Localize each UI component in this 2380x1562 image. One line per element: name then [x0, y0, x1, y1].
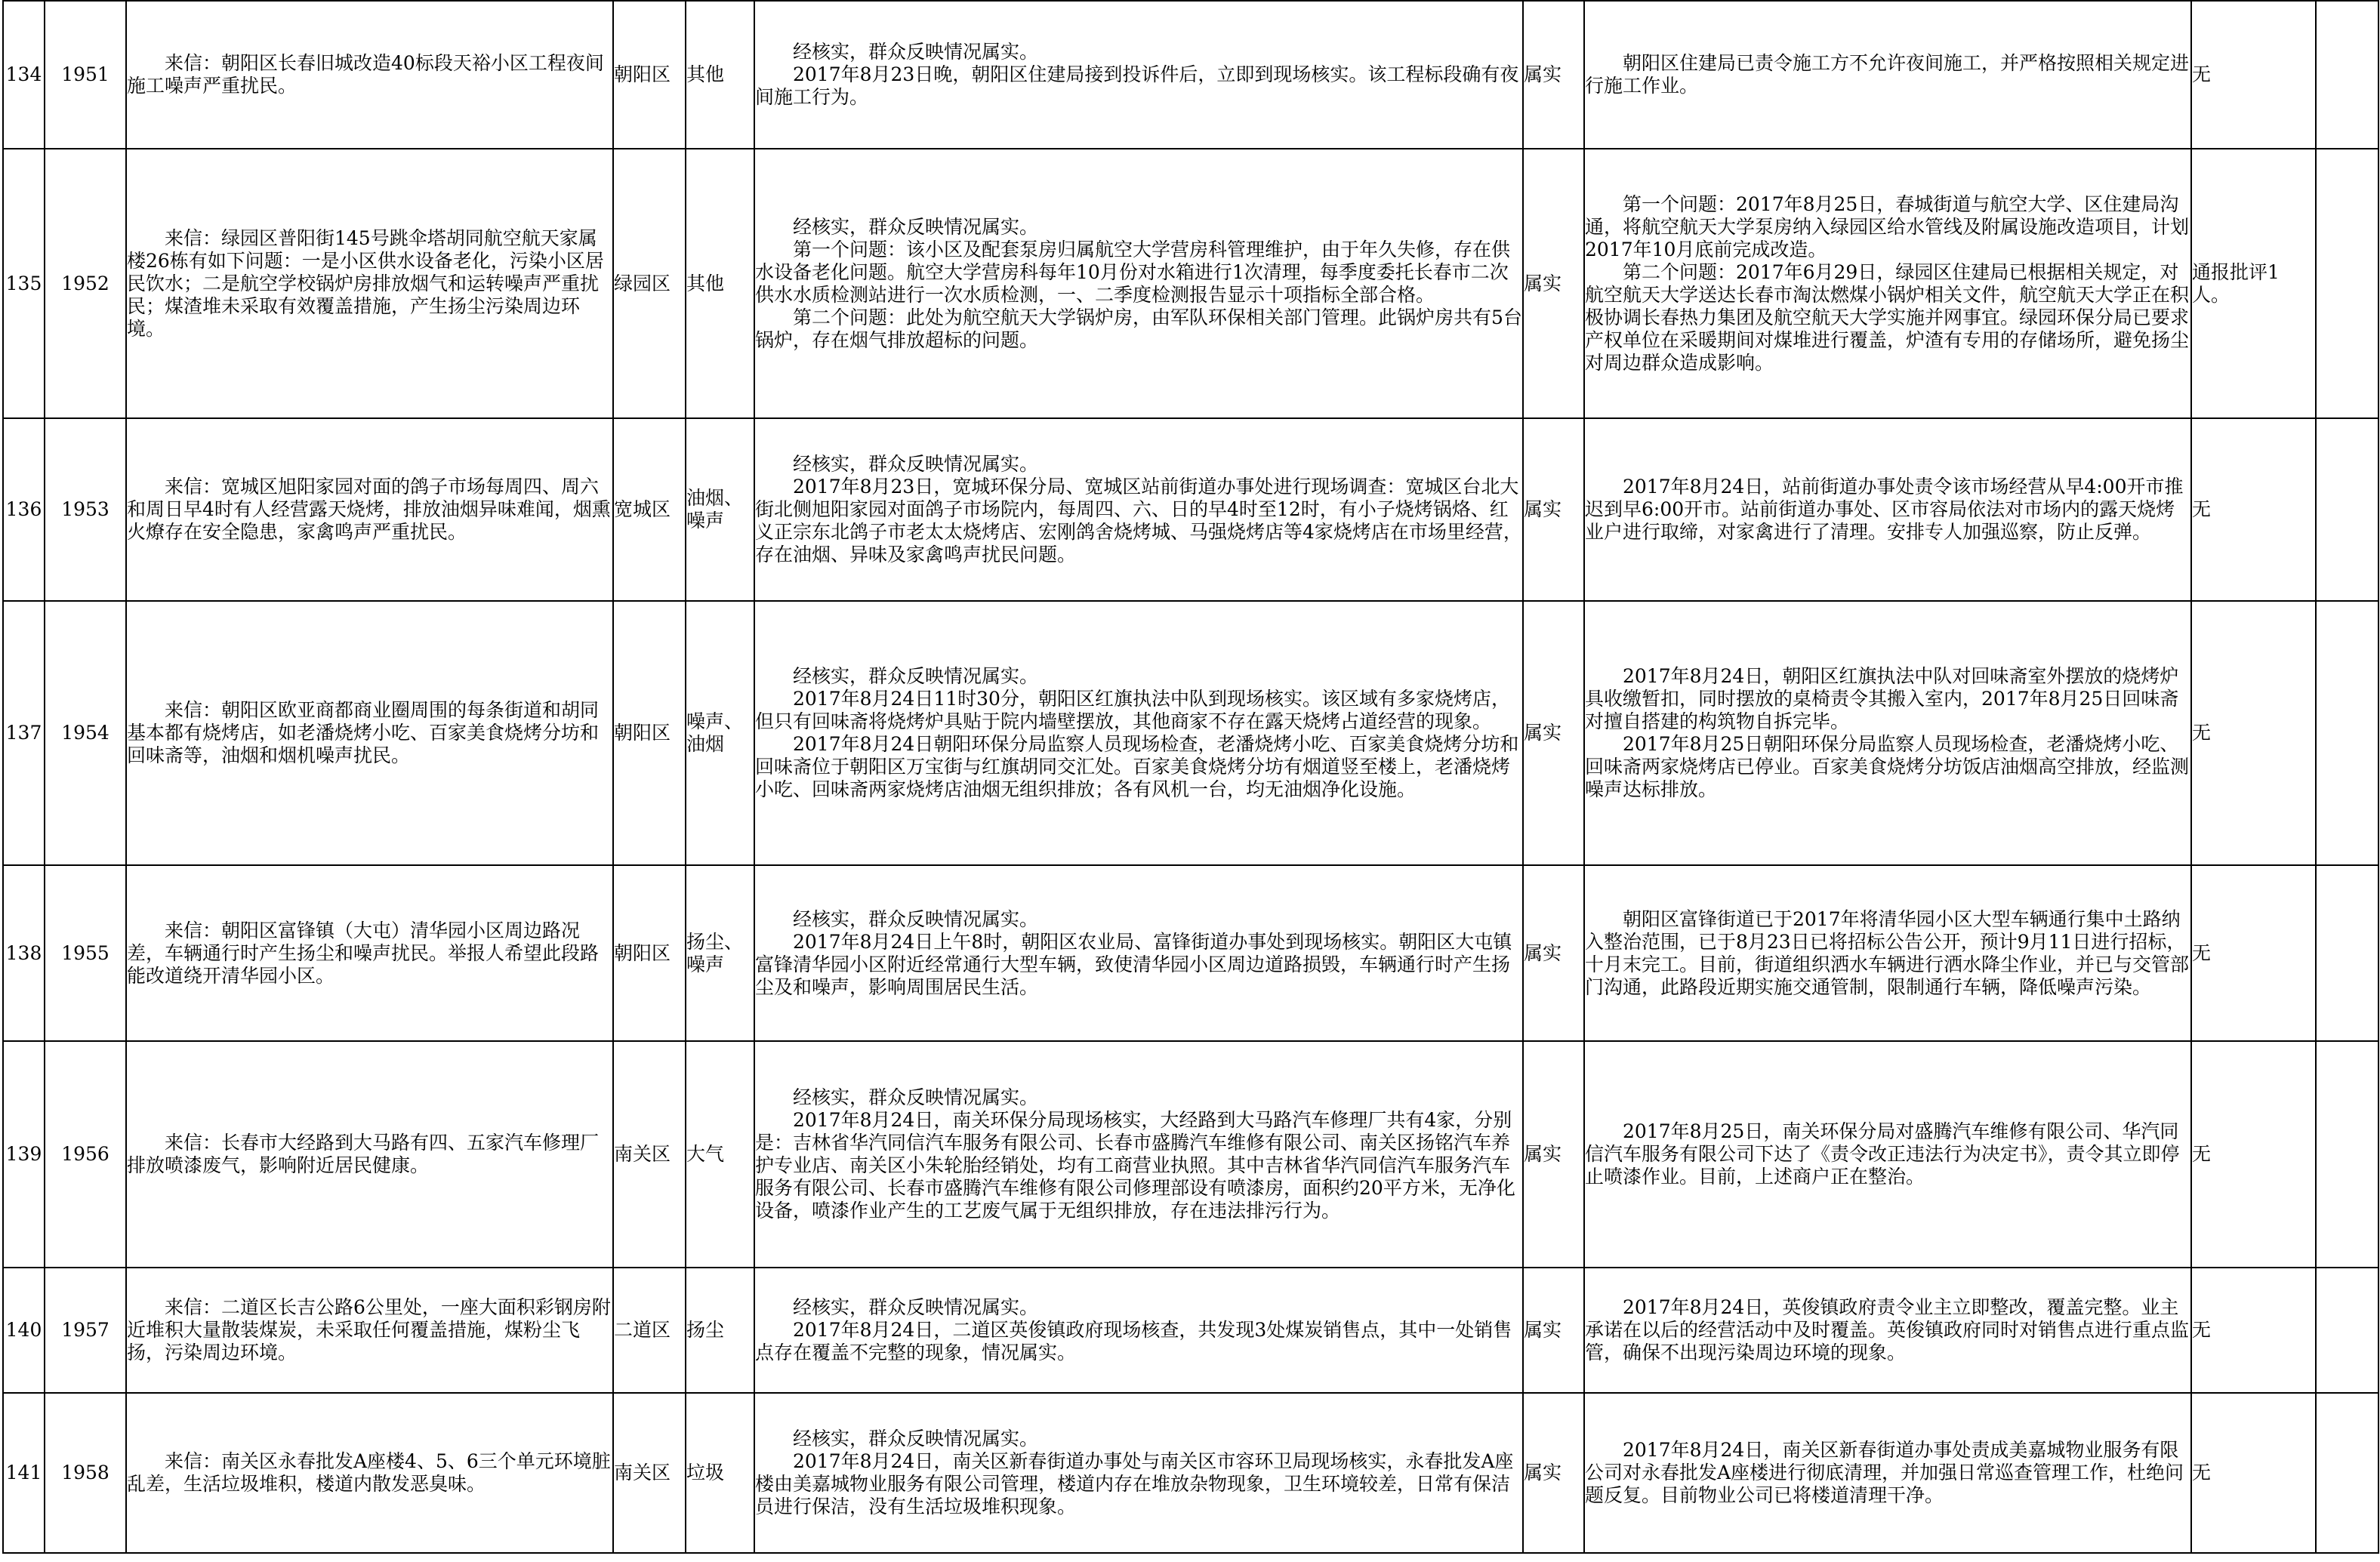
pollution-type: 噪声、油烟 — [686, 710, 744, 755]
verification-paragraph: 第二个问题：此处为航空航天大学锅炉房，由军队环保相关部门管理。此锅炉房共有5台锅炉，存在烟气排放超标的问题。 — [755, 306, 1522, 351]
verification-paragraph: 2017年8月24日11时30分，朝阳区红旗执法中队到现场核实。该区域有多家烧烤店，但只有回味斋将烧烤炉具贴于院内墙壁摆放，其他商家不存在露天烧烤占道经营的现象。 — [755, 688, 1510, 732]
verification-cell — [754, 418, 1523, 601]
pollution-type: 其他 — [686, 272, 725, 294]
district: 朝阳区 — [614, 941, 671, 964]
verification-cell — [754, 1041, 1523, 1268]
pollution-type-cell — [686, 601, 754, 865]
case-code: 1953 — [61, 498, 109, 520]
accountability-cell — [2191, 601, 2316, 865]
district: 南关区 — [614, 1462, 671, 1483]
handling-cell — [1584, 1, 2191, 149]
district-cell — [613, 149, 686, 418]
pollution-type-cell — [686, 418, 754, 601]
case-code: 1951 — [61, 63, 109, 85]
accountability: 无 — [2192, 941, 2212, 964]
row-number: 134 — [5, 63, 42, 85]
verification-cell — [754, 1393, 1523, 1553]
district-cell — [613, 865, 686, 1041]
pollution-type-cell — [686, 865, 754, 1041]
row-number-cell — [3, 601, 45, 865]
pollution-type-cell — [686, 1393, 754, 1553]
verification-cell — [754, 865, 1523, 1041]
verification-result-cell — [1523, 149, 1584, 418]
handling-paragraph: 2017年8月24日，英俊镇政府责令业主立即整改，覆盖完整。业主承诺在以后的经营活动中及时覆盖。英俊镇政府同时对销售点进行重点监管，确保不出现污染周边环境的现象。 — [1585, 1296, 2190, 1363]
district: 宽城区 — [614, 498, 671, 520]
handling-cell — [1584, 1393, 2191, 1553]
district-cell — [613, 418, 686, 601]
handling-cell — [1584, 865, 2191, 1041]
case-code: 1958 — [61, 1462, 109, 1483]
empty-cell — [2316, 601, 2378, 865]
verification-paragraph: 第一个问题：该小区及配套泵房归属航空大学营房科管理维护，由于年久失修，存在供水设备老化问题。航空大学营房科每年10月份对水箱进行1次清理，每季度委托长春市二次供水水质检测站进行一次水质检测，一、二季度检测报告显示十项指标全部合格。 — [755, 238, 1511, 306]
row-number: 137 — [5, 722, 42, 744]
complaint-letter-cell — [126, 601, 613, 865]
row-number-cell — [3, 865, 45, 1041]
complaint-letter-cell — [126, 1268, 613, 1393]
verification-paragraph: 2017年8月24日，二道区英俊镇政府现场核查，共发现3处煤炭销售点，其中一处销售点存在覆盖不完整的现象，情况属实。 — [755, 1319, 1512, 1363]
complaint-letter: 来信：南关区永春批发A座楼4、5、6三个单元环境脏乱差，生活垃圾堆积，楼道内散发恶臭味。 — [127, 1450, 611, 1495]
accountability: 无 — [2192, 1143, 2212, 1165]
table-row — [3, 149, 2378, 418]
complaint-letter: 来信：绿园区普阳街145号跳伞塔胡同航空航天家属楼26栋有如下问题：一是小区供水设备老化，污染小区居民饮水；二是航空学校锅炉房排放烟气和运转噪声严重扰民；煤渣堆未采取有效覆盖措施，产生扬尘污染周边环境。 — [127, 226, 604, 340]
table-row — [3, 865, 2378, 1041]
district: 二道区 — [614, 1319, 671, 1341]
verification-cell — [754, 149, 1523, 418]
complaint-letter: 来信：宽城区旭阳家园对面的鸽子市场每周四、周六和周日早4时有人经营露天烧烤，排放油烟异味难闻，烟熏火燎存在安全隐患，家禽鸣声严重扰民。 — [127, 476, 611, 543]
complaint-letter-cell — [126, 1, 613, 149]
case-code-cell — [45, 1268, 126, 1393]
accountability-cell — [2191, 1393, 2316, 1553]
handling-paragraph: 朝阳区住建局已责令施工方不允许夜间施工，并严格按照相关规定进行施工作业。 — [1585, 52, 2190, 97]
handling-cell — [1584, 601, 2191, 865]
row-number: 135 — [5, 272, 42, 294]
pollution-type: 垃圾 — [686, 1462, 725, 1483]
table-row — [3, 1041, 2378, 1268]
empty-cell — [2316, 418, 2378, 601]
pollution-type: 其他 — [686, 63, 725, 85]
case-code: 1955 — [61, 941, 109, 964]
accountability-cell — [2191, 1, 2316, 149]
case-code-cell — [45, 865, 126, 1041]
row-number-cell — [3, 149, 45, 418]
verification-paragraph: 2017年8月24日朝阳环保分局监察人员现场检查，老潘烧烤小吃、百家美食烧烤分坊和回味斋位于朝阳区万宝街与红旗胡同交汇处。百家美食烧烤分坊有烟道竖至楼上，老潘烧烤小吃、回味斋两家烧烤店油烟无组织排放；各有风机一台，均无油烟净化设施。 — [755, 733, 1519, 800]
complaint-letter: 来信：朝阳区长春旧城改造40标段天裕小区工程夜间施工噪声严重扰民。 — [127, 52, 604, 97]
verification-result-cell — [1523, 1393, 1584, 1553]
pollution-type: 扬尘、噪声 — [686, 930, 744, 975]
verification-result-cell — [1523, 601, 1584, 865]
pollution-type: 扬尘 — [686, 1319, 725, 1341]
empty-cell — [2316, 1, 2378, 149]
table-body — [3, 1, 2378, 1553]
case-code-cell — [45, 1041, 126, 1268]
accountability: 无 — [2192, 722, 2212, 744]
row-number-cell — [3, 1393, 45, 1553]
verification-result: 属实 — [1524, 722, 1562, 744]
verification-result-cell — [1523, 865, 1584, 1041]
case-code-cell — [45, 149, 126, 418]
handling-cell — [1584, 1041, 2191, 1268]
empty-cell — [2316, 149, 2378, 418]
handling-paragraph: 2017年8月25日朝阳环保分局监察人员现场检查，老潘烧烤小吃、回味斋两家烧烤店已停业。百家美食烧烤分坊饭店油烟高空排放，经监测噪声达标排放。 — [1585, 733, 2190, 800]
complaint-letter: 来信：朝阳区富锋镇（大屯）清华园小区周边路况差，车辆通行时产生扬尘和噪声扰民。举报人希望此段路能改道绕开清华园小区。 — [127, 919, 600, 987]
verification-paragraph: 2017年8月24日，南关区新春街道办事处与南关区市容环卫局现场核实，永春批发A座楼由美嘉城物业服务有限公司管理，楼道内存在堆放杂物现象，卫生环境较差，日常有保洁员进行保洁，没有生活垃圾堆积现象。 — [755, 1450, 1514, 1517]
verification-paragraph: 经核实，群众反映情况属实。 — [793, 907, 1039, 930]
pollution-type: 油烟、噪声 — [686, 487, 744, 531]
district-cell — [613, 1041, 686, 1268]
accountability-cell — [2191, 1268, 2316, 1393]
pollution-type-cell — [686, 149, 754, 418]
row-number-cell — [3, 1268, 45, 1393]
verification-paragraph: 经核实，群众反映情况属实。 — [793, 1428, 1039, 1450]
empty-cell — [2316, 1041, 2378, 1268]
empty-cell — [2316, 1268, 2378, 1393]
accountability-cell — [2191, 1041, 2316, 1268]
district-cell — [613, 601, 686, 865]
pollution-type-cell — [686, 1041, 754, 1268]
table-row — [3, 1, 2378, 149]
complaint-letter-cell — [126, 1393, 613, 1553]
verification-result-cell — [1523, 1041, 1584, 1268]
verification-paragraph: 经核实，群众反映情况属实。 — [793, 1086, 1039, 1108]
accountability-cell — [2191, 418, 2316, 601]
pollution-type-cell — [686, 1268, 754, 1393]
verification-paragraph: 2017年8月24日，南关环保分局现场核实，大经路到大马路汽车修理厂共有4家，分别是：吉林省华汽同信汽车服务有限公司、长春市盛腾汽车维修有限公司、南关区扬铭汽车养护专业店、南关区小朱轮胎经销处，均有工商营业执照。其中吉林省华汽同信汽车服务汽车服务有限公司、长春市盛腾汽车维修有限公司修理部设有喷漆房，面积约20平方米，无净化设备，喷漆作业产生的工艺废气属于无组织排放，存在违法排污行为。 — [755, 1109, 1515, 1222]
case-code-cell — [45, 1, 126, 149]
empty-cell — [2316, 1393, 2378, 1553]
row-number: 141 — [5, 1462, 42, 1483]
district: 朝阳区 — [614, 63, 671, 85]
accountability: 无 — [2192, 1462, 2212, 1483]
table-row — [3, 1393, 2378, 1553]
verification-result: 属实 — [1524, 941, 1562, 964]
verification-paragraph: 经核实，群众反映情况属实。 — [793, 41, 1039, 63]
accountability-cell — [2191, 149, 2316, 418]
complaint-table — [2, 0, 2379, 1554]
handling-paragraph: 第一个问题：2017年8月25日，春城街道与航空大学、区住建局沟通，将航空航天大学泵房纳入绿园区给水管线及附属设施改造项目，计划2017年10月底前完成改造。 — [1585, 193, 2190, 260]
complaint-letter-cell — [126, 1041, 613, 1268]
handling-paragraph: 2017年8月24日，站前街道办事处责令该市场经营从早4:00开市推迟到早6:00开市。站前街道办事处、区市容局依法对市场内的露天烧烤业户进行取缔，对家禽进行了清理。安排专人加强巡察，防止反弹。 — [1585, 476, 2184, 543]
case-code-cell — [45, 601, 126, 865]
handling-paragraph: 2017年8月25日，南关环保分局对盛腾汽车维修有限公司、华汽同信汽车服务有限公司下达了《责令改正违法行为决定书》，责令其立即停止喷漆作业。目前，上述商户正在整治。 — [1585, 1120, 2180, 1188]
handling-paragraph: 2017年8月24日，南关区新春街道办事处责成美嘉城物业服务有限公司对永春批发A座楼进行彻底清理，并加强日常巡查管理工作，杜绝问题反复。目前物业公司已将楼道清理干净。 — [1585, 1439, 2184, 1506]
handling-cell — [1584, 1268, 2191, 1393]
verification-paragraph: 经核实，群众反映情况属实。 — [793, 665, 1039, 687]
complaint-letter: 来信：长春市大经路到大马路有四、五家汽车修理厂排放喷漆废气，影响附近居民健康。 — [127, 1132, 600, 1176]
accountability: 通报批评1人。 — [2192, 260, 2280, 306]
complaint-letter: 来信：二道区长吉公路6公里处，一座大面积彩钢房附近堆积大量散装煤炭，未采取任何覆盖措施，煤粉尘飞扬，污染周边环境。 — [127, 1296, 611, 1363]
pollution-type: 大气 — [686, 1143, 725, 1165]
verification-result: 属实 — [1524, 1143, 1562, 1165]
handling-paragraph: 第二个问题：2017年6月29日，绿园区住建局已根据相关规定，对航空航天大学送达长春市淘汰燃煤小锅炉相关文件，航空航天大学正在积极协调长春热力集团及航空航天大学实施并网事宜。绿园环保分局已要求产权单位在采暖期间对煤堆进行覆盖，炉渣有专用的存储场所，避免扬尘对周边群众造成影响。 — [1585, 260, 2190, 374]
verification-paragraph: 2017年8月24日上午8时，朝阳区农业局、富锋街道办事处到现场核实。朝阳区大屯镇富锋清华园小区附近经常通行大型车辆，致使清华园小区周边道路损毁，车辆通行时产生扬尘及和噪声，影响周围居民生活。 — [755, 930, 1512, 998]
complaint-letter-cell — [126, 865, 613, 1041]
row-number: 140 — [5, 1319, 42, 1341]
district-cell — [613, 1268, 686, 1393]
accountability: 无 — [2192, 1319, 2212, 1341]
district: 朝阳区 — [614, 722, 671, 744]
case-code-cell — [45, 1393, 126, 1553]
verification-paragraph: 经核实，群众反映情况属实。 — [793, 1296, 1039, 1318]
verification-result-cell — [1523, 418, 1584, 601]
accountability: 无 — [2192, 498, 2212, 520]
table-row — [3, 601, 2378, 865]
complaint-letter: 来信：朝阳区欧亚商都商业圈周围的每条街道和胡同基本都有烧烤店，如老潘烧烤小吃、百家美食烧烤分坊和回味斋等，油烟和烟机噪声扰民。 — [127, 699, 600, 766]
district-cell — [613, 1, 686, 149]
verification-result: 属实 — [1524, 1462, 1562, 1483]
accountability: 无 — [2192, 63, 2212, 85]
handling-paragraph: 朝阳区富锋街道已于2017年将清华园小区大型车辆通行集中土路纳入整治范围，已于8月23日已将招标公告公开，预计9月11日进行招标，十月末完工。目前，街道组织洒水车辆进行洒水降尘作业，并已与交管部门沟通，此路段近期实施交通管制，限制通行车辆，降低噪声污染。 — [1585, 907, 2190, 998]
row-number-cell — [3, 1041, 45, 1268]
verification-paragraph: 2017年8月23日，宽城环保分局、宽城区站前街道办事处进行现场调查：宽城区台北大街北侧旭阳家园对面鸽子市场院内，每周四、六、日的早4时至12时，有小子烧烤锅烙、红义正宗东北鸽子市老太太烧烤店、宏刚鸽舍烧烤城、马强烧烤店等4家烧烤店在市场里经营，存在油烟、异味及家禽鸣声扰民问题。 — [755, 476, 1522, 565]
pollution-type-cell — [686, 1, 754, 149]
verification-result: 属实 — [1524, 63, 1562, 85]
case-code: 1954 — [61, 722, 109, 744]
empty-cell — [2316, 865, 2378, 1041]
case-code: 1957 — [61, 1319, 109, 1341]
district: 绿园区 — [614, 272, 671, 294]
verification-result: 属实 — [1524, 1319, 1562, 1341]
handling-cell — [1584, 149, 2191, 418]
complaint-letter-cell — [126, 418, 613, 601]
table-row — [3, 418, 2378, 601]
case-code-cell — [45, 418, 126, 601]
verification-paragraph: 经核实，群众反映情况属实。 — [793, 453, 1039, 475]
row-number-cell — [3, 418, 45, 601]
table-row — [3, 1268, 2378, 1393]
row-number: 139 — [5, 1143, 42, 1165]
verification-paragraph: 经核实，群众反映情况属实。 — [793, 215, 1039, 238]
verification-paragraph: 2017年8月23日晚，朝阳区住建局接到投诉件后，立即到现场核实。该工程标段确有夜间施工行为。 — [755, 63, 1519, 108]
row-number: 138 — [5, 941, 42, 964]
verification-cell — [754, 1268, 1523, 1393]
case-code: 1956 — [61, 1143, 109, 1165]
handling-paragraph: 2017年8月24日，朝阳区红旗执法中队对回味斋室外摆放的烧烤炉具收缴暂扣，同时摆放的桌椅责令其搬入室内，2017年8月25日回味斋对擅自搭建的构筑物自拆完毕。 — [1585, 665, 2179, 732]
district: 南关区 — [614, 1143, 671, 1165]
verification-cell — [754, 1, 1523, 149]
row-number: 136 — [5, 498, 42, 520]
verification-result: 属实 — [1524, 498, 1562, 520]
verification-result-cell — [1523, 1268, 1584, 1393]
verification-result: 属实 — [1524, 272, 1562, 294]
verification-cell — [754, 601, 1523, 865]
row-number-cell — [3, 1, 45, 149]
district-cell — [613, 1393, 686, 1553]
handling-cell — [1584, 418, 2191, 601]
complaint-letter-cell — [126, 149, 613, 418]
accountability-cell — [2191, 865, 2316, 1041]
case-code: 1952 — [61, 272, 109, 294]
verification-result-cell — [1523, 1, 1584, 149]
